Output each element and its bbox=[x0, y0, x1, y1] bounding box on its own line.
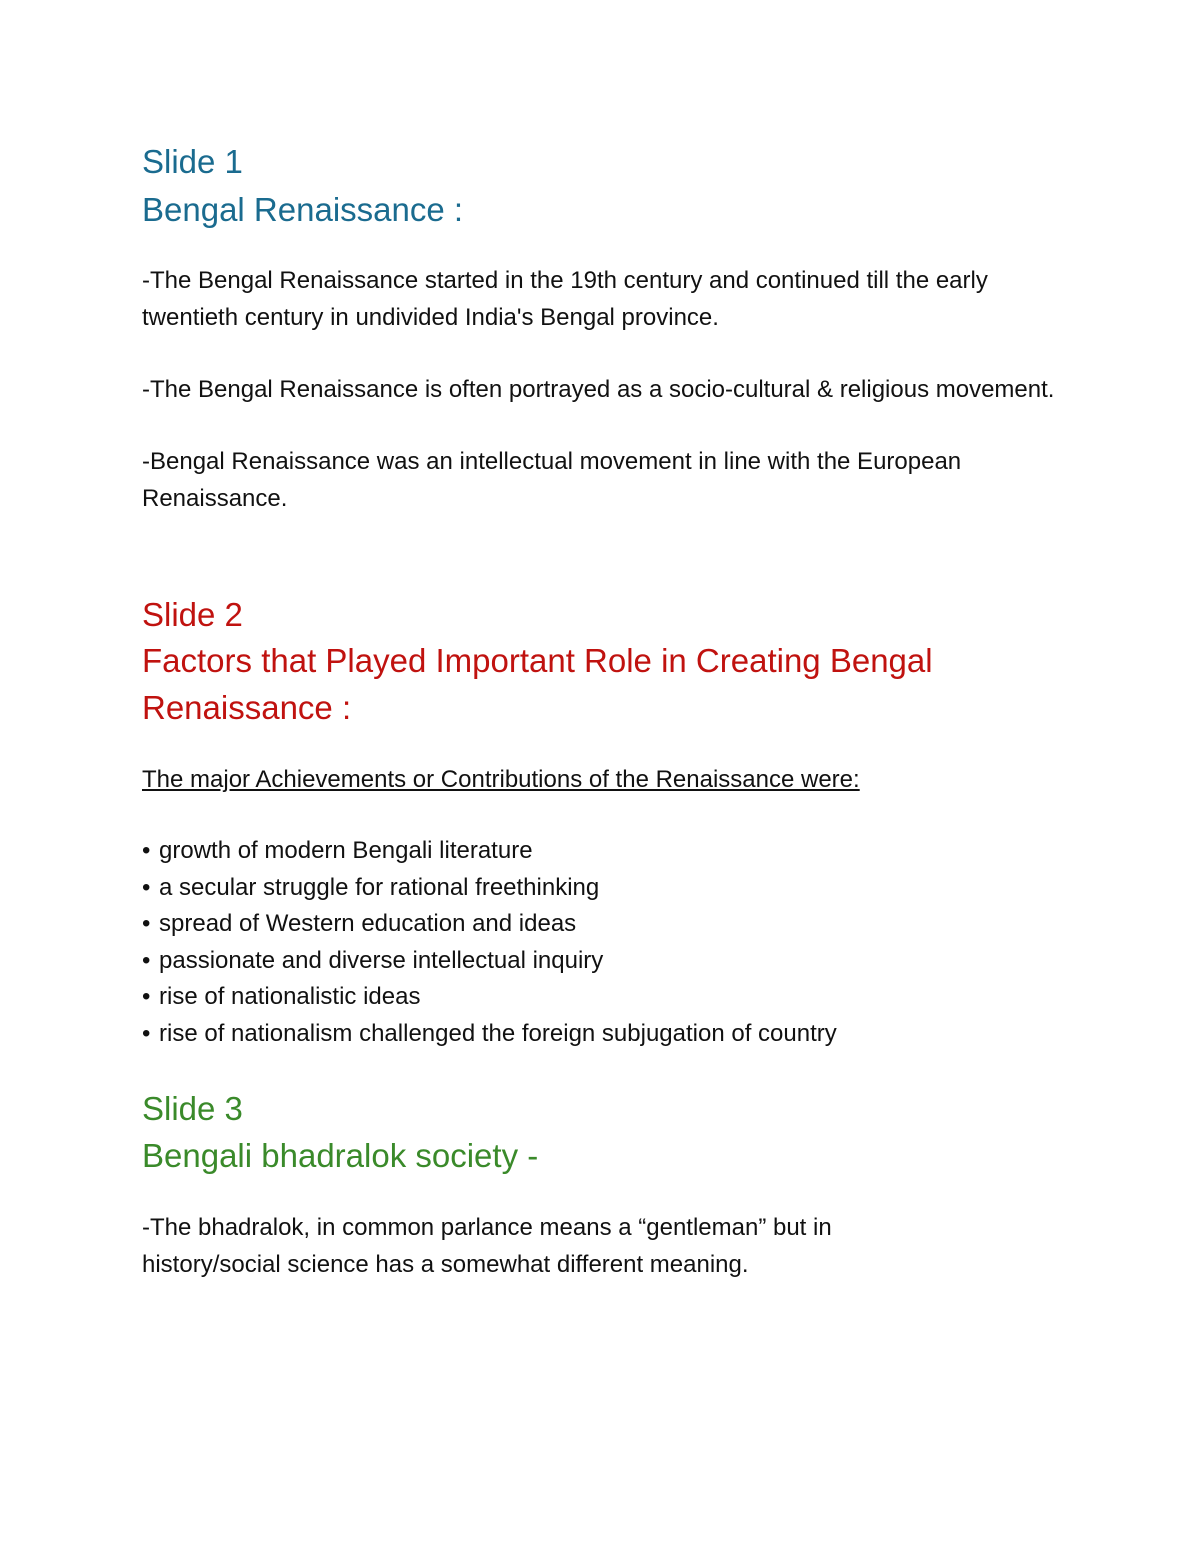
list-item-text: spread of Western education and ideas bbox=[159, 910, 577, 937]
slide-1-number: Slide 1 bbox=[142, 143, 243, 180]
slide-1-paragraph-1: -The Bengal Renaissance started in the 19th century and continued till the early twentieth century in undivided India's Bengal province. bbox=[142, 267, 988, 331]
list-item bbox=[142, 870, 1062, 907]
list-item-text: growth of modern Bengali literature bbox=[159, 837, 533, 864]
list-item bbox=[142, 833, 1062, 870]
slide-3-section bbox=[142, 1085, 1062, 1283]
bullet-icon: • bbox=[142, 983, 151, 1010]
list-item-text: rise of nationalistic ideas bbox=[159, 983, 421, 1010]
slide-2-section bbox=[142, 591, 1062, 1052]
list-item bbox=[142, 1016, 1062, 1053]
slide-2-subheading: The major Achievements or Contributions of the Renaissance were: bbox=[142, 766, 860, 793]
list-item-text: a secular struggle for rational freethinking bbox=[159, 873, 600, 901]
list-item-text: rise of nationalism challenged the foreign subjugation of country bbox=[159, 1019, 837, 1047]
document-page bbox=[142, 138, 1062, 1283]
achievements-list bbox=[142, 833, 1062, 1052]
list-item-text: passionate and diverse intellectual inquiry bbox=[159, 946, 604, 974]
slide-3-number: Slide 3 bbox=[142, 1090, 243, 1127]
bullet-icon: • bbox=[142, 910, 151, 937]
slide-1-paragraph-3: -Bengal Renaissance was an intellectual movement in line with the European Renaissance. bbox=[142, 448, 962, 512]
slide-2-title: Factors that Played Important Role in Creating Bengal Renaissance : bbox=[142, 642, 933, 726]
slide-3-title: Bengali bhadralok society - bbox=[142, 1137, 539, 1174]
slide-1-section bbox=[142, 138, 1062, 517]
bullet-icon: • bbox=[142, 873, 151, 901]
slide-1-title: Bengal Renaissance : bbox=[142, 191, 464, 228]
slide-3-paragraph-1: -The bhadralok, in common parlance means a “gentleman” but in history/social science has a somewhat different meaning. bbox=[142, 1214, 832, 1278]
slide-1-paragraph-2: -The Bengal Renaissance is often portrayed as a socio-cultural & religious movement. bbox=[142, 376, 1055, 403]
bullet-icon: • bbox=[142, 1019, 151, 1047]
list-item bbox=[142, 906, 1062, 943]
slide-2-number: Slide 2 bbox=[142, 596, 243, 633]
list-item bbox=[142, 979, 1062, 1016]
bullet-icon: • bbox=[142, 946, 151, 974]
bullet-icon: • bbox=[142, 837, 151, 864]
list-item bbox=[142, 943, 1062, 980]
